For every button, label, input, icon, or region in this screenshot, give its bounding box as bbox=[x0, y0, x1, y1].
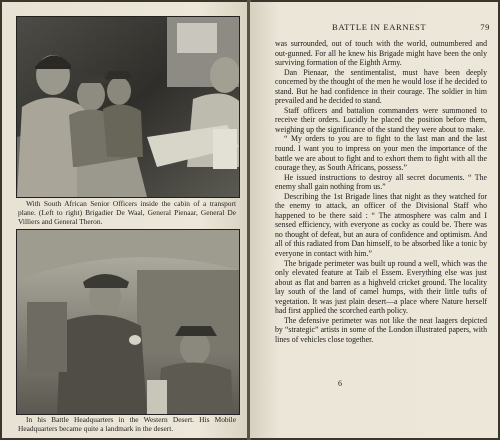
page-number: 79 bbox=[480, 22, 490, 32]
signature-mark: 6 bbox=[338, 379, 342, 388]
paragraph: Staff officers and battalion commanders were summoned to receive their orders. Lucidly he placed the position before them, weighing up the significance of the stand they were about to make. bbox=[275, 105, 487, 134]
left-page bbox=[2, 2, 248, 438]
photo-caption-1: With South African Senior Officers inside the cabin of a transport plane. (Left to right) Brigadier De Waal, General Pienaar, General De Villiers and General Theron. bbox=[18, 199, 236, 227]
paragraph: “ My orders to you are to fight to the last man and the last round. I want you to impress on your men the importance of the battle we are about to fight and to exhort them to fight with all the courage they, as South Africans, possess.” bbox=[275, 134, 487, 173]
photo-officers-in-plane bbox=[16, 16, 240, 198]
paragraph: was surrounded, out of touch with the world, outnumbered and out-gunned. For all he knew his Brigade might have been the only surviving formation of the Eighth Army. bbox=[275, 39, 487, 68]
photo-caption-2: In his Battle Headquarters in the Western Desert. His Mobile Headquarters became quite a landmark in the desert. bbox=[18, 415, 236, 434]
paragraph: Dan Pienaar, the sentimentalist, must have been deeply concerned by the thought of the men he would lose if he decided to stand. But he had confidence in their courage. The soldier in him prevailed and he decided to stand. bbox=[275, 67, 487, 106]
paragraph: The defensive perimeter was not like the neat laagers depicted by “strategic” artists in some of the London illustrated papers, with lines of vehicles close together. bbox=[275, 315, 487, 344]
chapter-title: BATTLE IN EARNEST bbox=[332, 22, 427, 32]
paragraph: The brigade perimeter was built up round a well, which was the only elevated feature at Taib el Essem. Everything else was just about as flat and barren as a highveld cricket ground. The locality lay south of the land of camel humps, with their little tufts of vegetation. It was just plain desert—a place where Nature herself had first applied the scorched earth policy. bbox=[275, 258, 487, 316]
body-text bbox=[275, 39, 487, 345]
photo-battle-headquarters bbox=[16, 229, 240, 415]
paragraph: Describing the 1st Brigade lines that night as they watched for the enemy to attack, an officer of the Divisional Staff who happened to be there said : “ The atmosphere was calm and I sensed efficiency, with everyone as cocky as could be. There was no thought of defeat, but an aura of confidence and optimism. And all of this radiated from Dan himself, to be absorbed like a tonic by everyone in contact with him.” bbox=[275, 191, 487, 259]
paragraph: He issued instructions to destroy all secret documents. “ The enemy shall gain nothing from us.” bbox=[275, 172, 487, 192]
